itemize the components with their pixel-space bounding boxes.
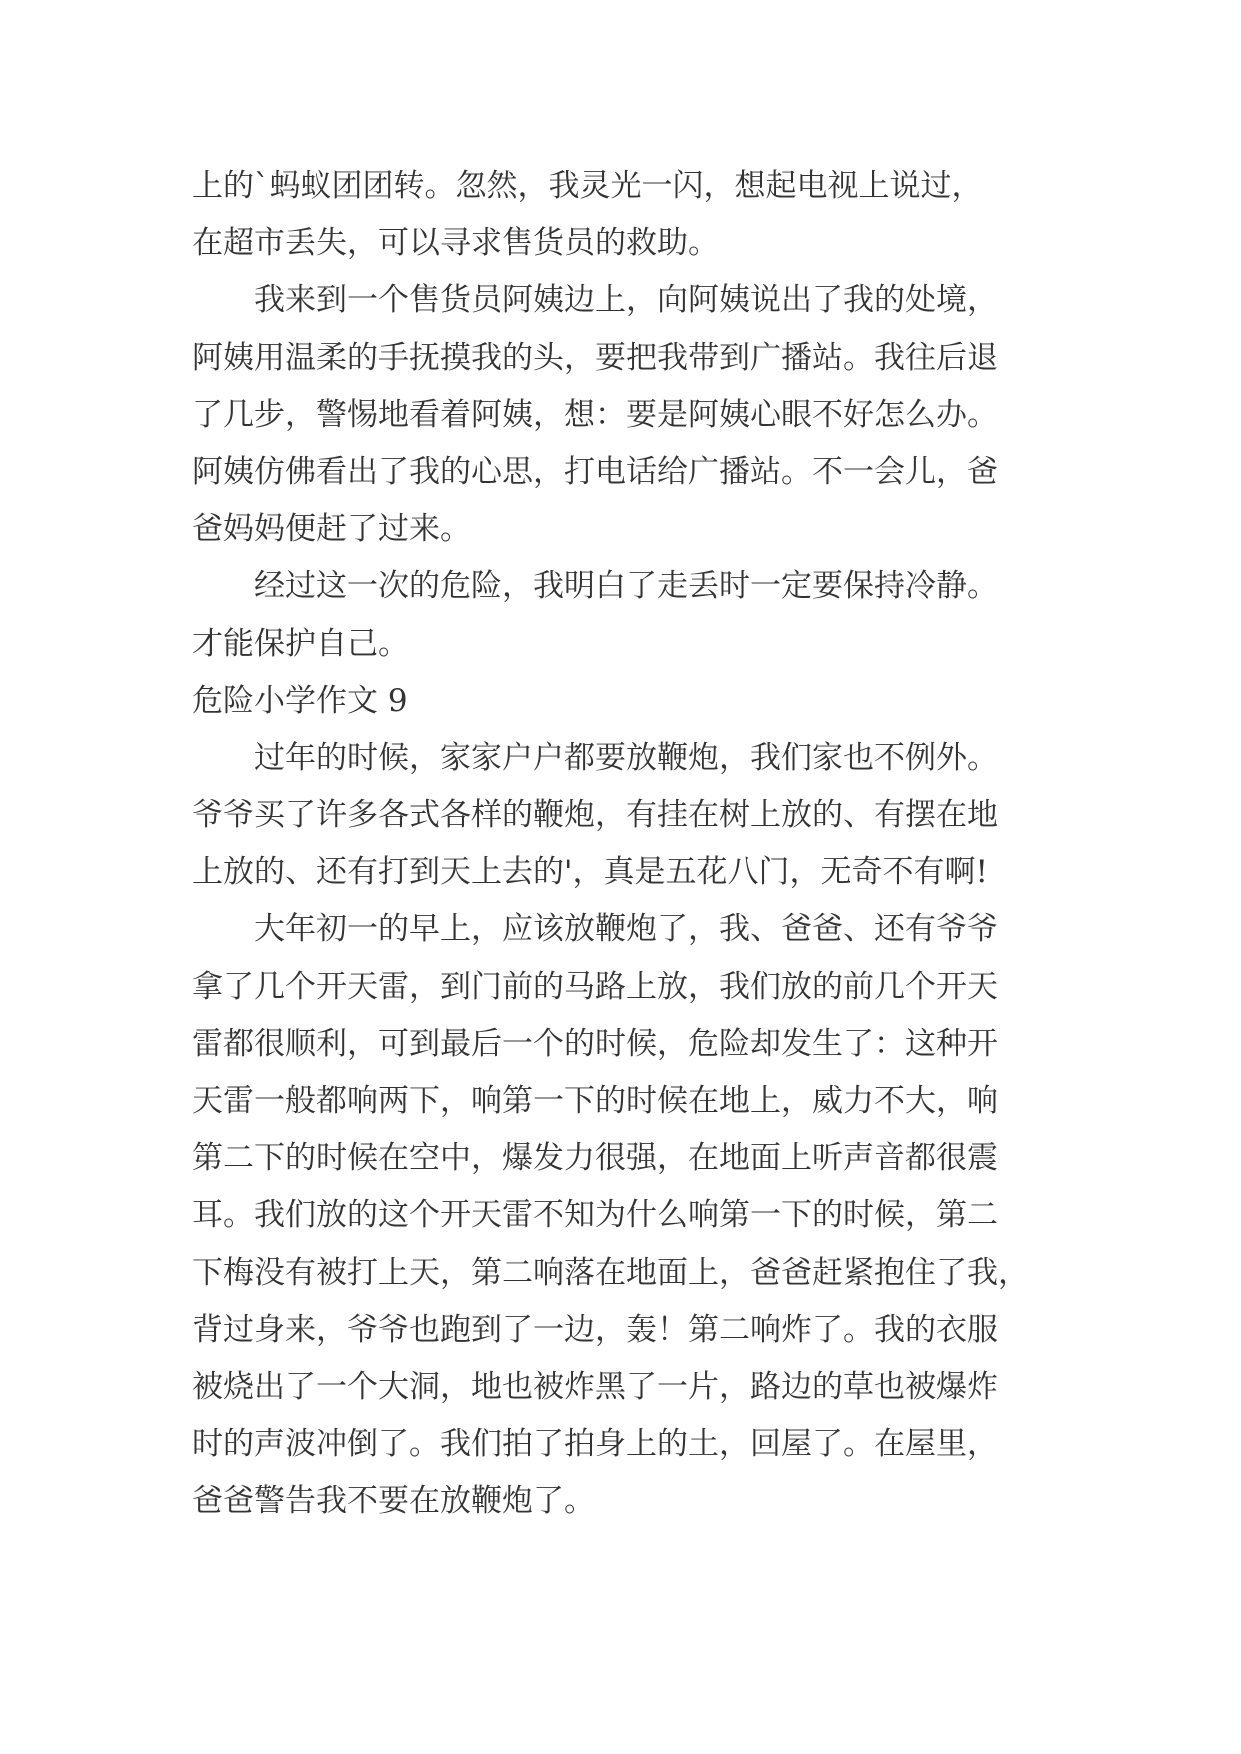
text-line: 雷都很顺利，可到最后一个的时候，危险却发生了：这种开 (192, 1025, 998, 1062)
document-body (192, 158, 1072, 1531)
text-line: 我来到一个售货员阿姨边上，向阿姨说出了我的处境， (192, 282, 998, 319)
text-line: 爷爷买了许多各式各样的鞭炮，有挂在树上放的、有摆在地 (192, 797, 998, 834)
text-line: 经过这一次的危险，我明白了走丢时一定要保持冷静。 (192, 568, 998, 605)
text-line: 阿姨仿佛看出了我的心思，打电话给广播站。不一会儿，爸 (192, 453, 998, 490)
text-line: 背过身来，爷爷也跑到了一边，轰！第二响炸了。我的衣服 (192, 1311, 998, 1348)
text-line: 阿姨用温柔的手抚摸我的头，要把我带到广播站。我往后退 (192, 339, 998, 376)
text-line: 了几步，警惕地看着阿姨，想：要是阿姨心眼不好怎么办。 (192, 396, 998, 433)
text-line: 上放的、还有打到天上去的'，真是五花八门，无奇不有啊! (192, 854, 988, 891)
text-line: 爸爸警告我不要在放鞭炮了。 (192, 1483, 595, 1520)
text-line: 大年初一的早上，应该放鞭炮了，我、爸爸、还有爷爷 (192, 911, 998, 948)
text-line: 第二下的时候在空中，爆发力很强，在地面上听声音都很震 (192, 1140, 998, 1177)
text-line: 下梅没有被打上天，第二响落在地面上，爸爸赶紧抱住了我， (192, 1254, 1029, 1291)
text-line: 拿了几个开天雷，到门前的马路上放，我们放的前几个开天 (192, 968, 998, 1005)
text-line: 被烧出了一个大洞，地也被炸黑了一片，路边的草也被爆炸 (192, 1368, 998, 1405)
text-line: 耳。我们放的这个开天雷不知为什么响第一下的时候，第二 (192, 1197, 998, 1234)
text-line: 才能保护自己。 (192, 625, 409, 662)
text-line: 时的声波冲倒了。我们拍了拍身上的土，回屋了。在屋里， (192, 1426, 998, 1463)
text-line: 天雷一般都响两下，响第一下的时候在地上，威力不大，响 (192, 1083, 998, 1119)
text-line: 在超市丢失，可以寻求售货员的救助。 (192, 225, 719, 262)
text-line: 过年的时候，家家户户都要放鞭炮，我们家也不例外。 (192, 739, 998, 776)
section-heading: 危险小学作文 9 (192, 682, 408, 719)
text-line: 爸妈妈便赶了过来。 (192, 511, 471, 548)
text-line: 上的`蚂蚁团团转。忽然，我灵光一闪，想起电视上说过， (192, 168, 983, 204)
